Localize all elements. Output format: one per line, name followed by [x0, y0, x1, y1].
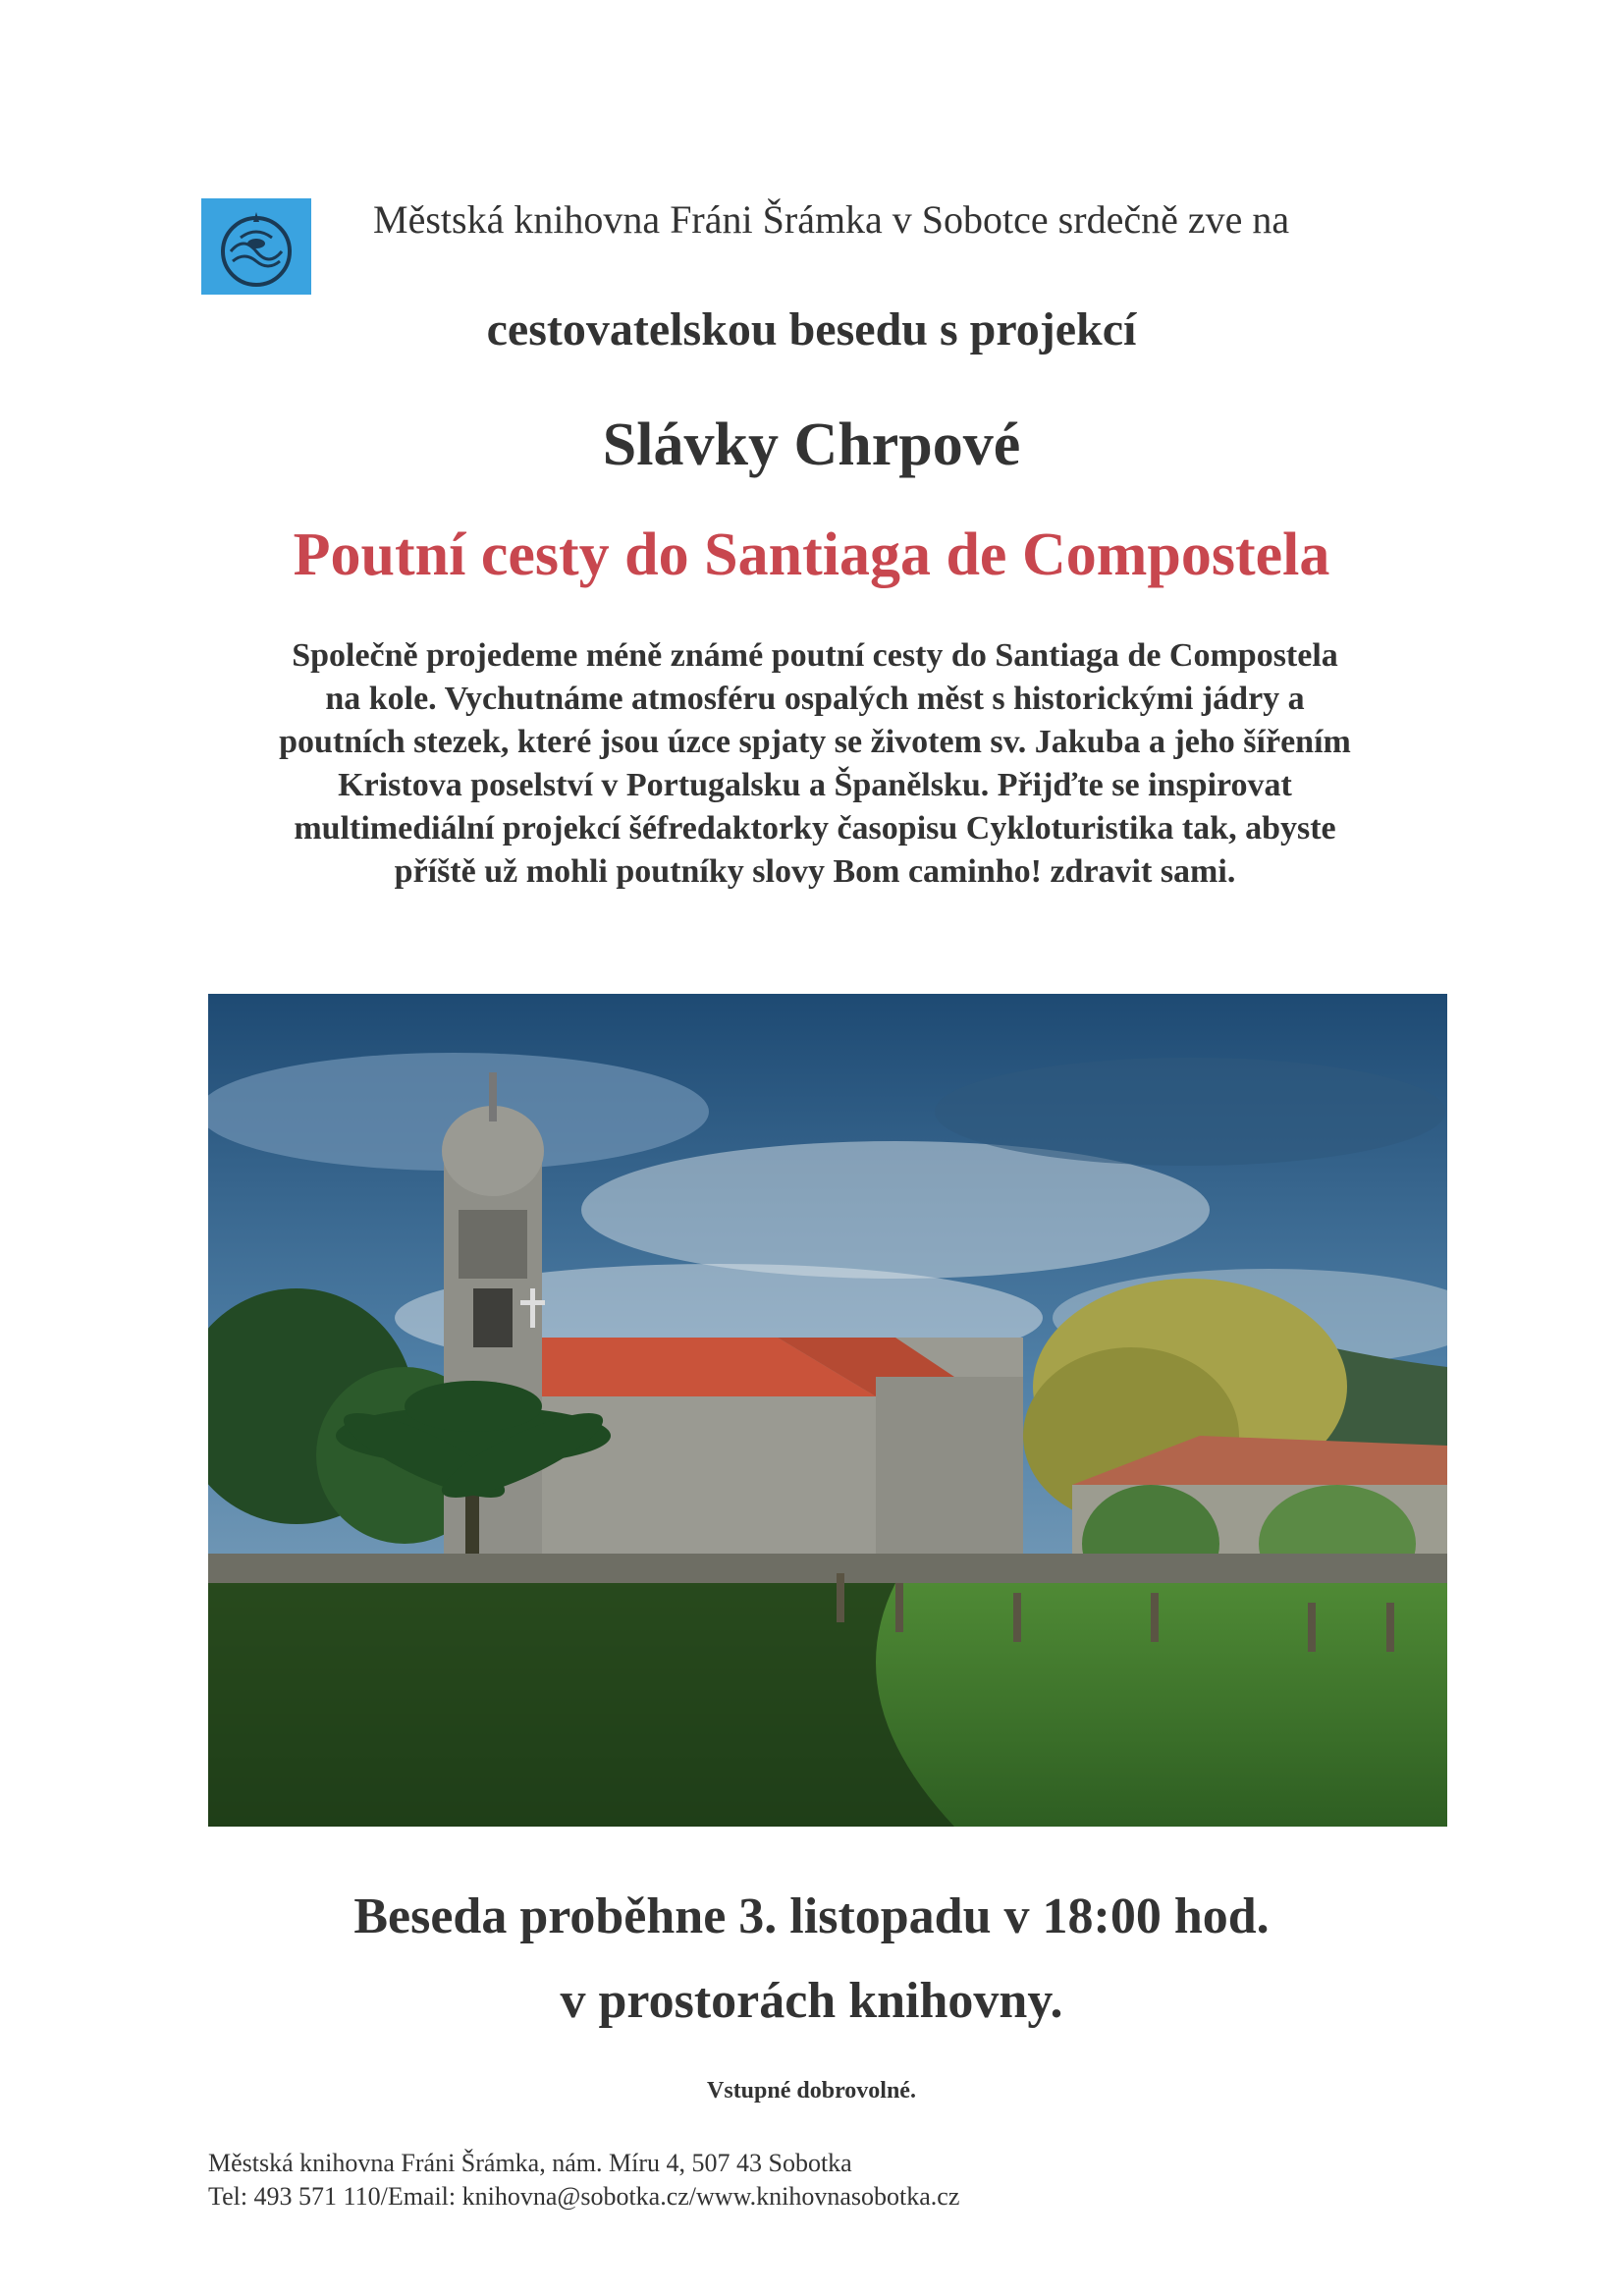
event-title: Poutní cesty do Santiaga de Compostela — [293, 521, 1330, 588]
description-line: Společně projedeme méně známé poutní cesty do Santiaga de Compostela — [292, 637, 1338, 674]
church-photo — [208, 994, 1447, 1827]
description-line: poutních stezek, které jsou úzce spjaty se životem sv. Jakuba a jeho šířením — [279, 724, 1351, 760]
description-line: příště už mohli poutníky slovy Bom caminho! zdravit sami. — [394, 853, 1236, 890]
intro-line: Městská knihovna Fráni Šrámka v Sobotce srdečně zve na — [373, 197, 1290, 242]
speaker-name: Slávky Chrpové — [602, 411, 1021, 478]
description-line: Kristova poselství v Portugalsku a Španělsku. Přijďte se inspirovat — [338, 767, 1292, 803]
footer — [208, 2147, 1386, 2214]
description-line: na kole. Vychutnáme atmosféru ospalých měst s historickými jádry a — [325, 681, 1305, 717]
entry-note: Vstupné dobrovolné. — [707, 2078, 916, 2104]
event-subtitle: cestovatelskou besedu s projekcí — [486, 303, 1137, 355]
footer-address: Městská knihovna Fráni Šrámka, nám. Míru 4, 507 43 Sobotka — [208, 2149, 852, 2177]
footer-contact: Tel: 493 571 110/Email: knihovna@sobotka.cz/www.knihovnasobotka.cz — [208, 2182, 960, 2211]
description-line: multimediální projekcí šéfredaktorky časopisu Cykloturistika tak, abyste — [294, 810, 1336, 847]
event-place-line: v prostorách knihovny. — [560, 1973, 1063, 2029]
library-logo-icon — [201, 198, 311, 295]
event-date-line: Beseda proběhne 3. listopadu v 18:00 hod. — [353, 1888, 1270, 1944]
event-description — [177, 634, 1453, 894]
